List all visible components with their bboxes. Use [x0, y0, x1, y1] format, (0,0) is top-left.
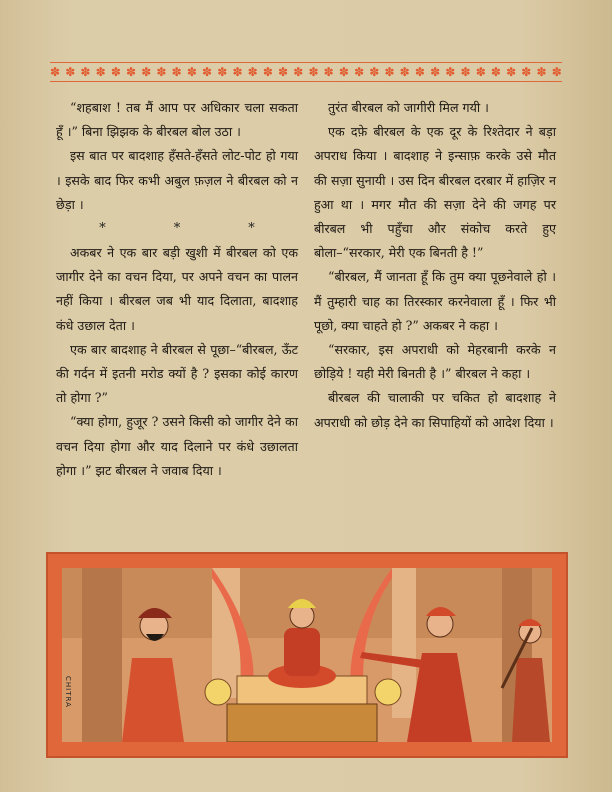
court-illustration	[46, 552, 568, 758]
left-column	[56, 96, 298, 483]
star: *	[99, 221, 106, 237]
emperor-body	[284, 628, 320, 676]
paragraph: एक बार बादशाह ने बीरबल से पूछा–“बीरबल, ऊँट की गर्दन में इतनी मरोड क्यों है ? इसका कोई कारण तो होगा ?”	[56, 341, 298, 406]
paragraph: एक दफ़े बीरबल के एक दूर के रिश्तेदार ने बड़ा अपराध किया । बादशाह ने इन्साफ़ करके उसे मौत की सज़ा सुनायी । उस दिन बीरबल दरबार में हाज़िर न हुआ था । मगर मौत की सज़ा देने की जगह पर बीरबल भी पहुँचा और संकोच करते हुए बोला–“सरकार, मेरी एक बिनती है !”	[314, 124, 556, 261]
star: *	[248, 221, 255, 237]
paragraph: इस बात पर बादशाह हँसते-हँसते लोट-पोट हो गया । इसके बाद फिर कभी अबुल फ़ज़ल ने बीरबल को न छेड़ा ।	[56, 148, 298, 212]
pillar	[212, 568, 240, 698]
court-scene	[62, 568, 552, 742]
paragraph: अकबर ने एक बार बड़ी खुशी में बीरबल को एक जागीर देने का वचन दिया, पर अपने वचन का पालन नहीं किया । बीरबल जब भी याद दिलाता, बादशाह कंधे उछाल देता ।	[56, 245, 298, 333]
paragraph: तुरंत बीरबल को जागीरी मिल गयी ।	[328, 100, 489, 115]
artist-signature: CHITRA	[64, 676, 72, 708]
paragraph: “शहबाश ! तब मैं आप पर अधिकार चला सकता हूँ ।” बिना झिझक के बीरबल बोल उठा ।	[56, 100, 298, 140]
paragraph: “बीरबल, मैं जानता हूँ कि तुम क्या पूछनेवाले हो । मैं तुम्हारी चाह का तिरस्कार करनेवाला हूँ । फिर भी पूछो, क्या चाहते हो ?” अकबर ने कहा ।	[314, 269, 556, 333]
star: *	[173, 221, 181, 237]
lion-head-right	[375, 679, 401, 705]
pillar	[82, 568, 122, 742]
section-break	[56, 217, 298, 241]
throne-base	[227, 704, 377, 742]
decorative-border: ✽ ✽ ✽ ✽ ✽ ✽ ✽ ✽ ✽ ✽ ✽ ✽ ✽ ✽ ✽ ✽ ✽ ✽ ✽ ✽ ✽ ✽ ✽ ✽ ✽ ✽ ✽ ✽ ✽ ✽ ✽ ✽ ✽ ✽	[50, 62, 562, 82]
right-column	[314, 96, 556, 435]
paragraph: बीरबल की चालाकी पर चकित हो बादशाह ने अपराधी को छोड़ देने का सिपाहियों को आदेश दिया ।	[314, 390, 556, 430]
paragraph: “सरकार, इस अपराधी को मेहरबानी करके न छोड़िये ! यही मेरी बिनती है ।” बीरबल ने कहा ।	[314, 342, 556, 382]
paragraph: “क्या होगा, हुजूर ? उसने किसी को जागीर देने का वचन दिया होगा और याद दिलाने पर कंधे उछालता होगा ।” झट बीरबल ने जवाब दिया ।	[56, 414, 298, 478]
lion-head-left	[205, 679, 231, 705]
